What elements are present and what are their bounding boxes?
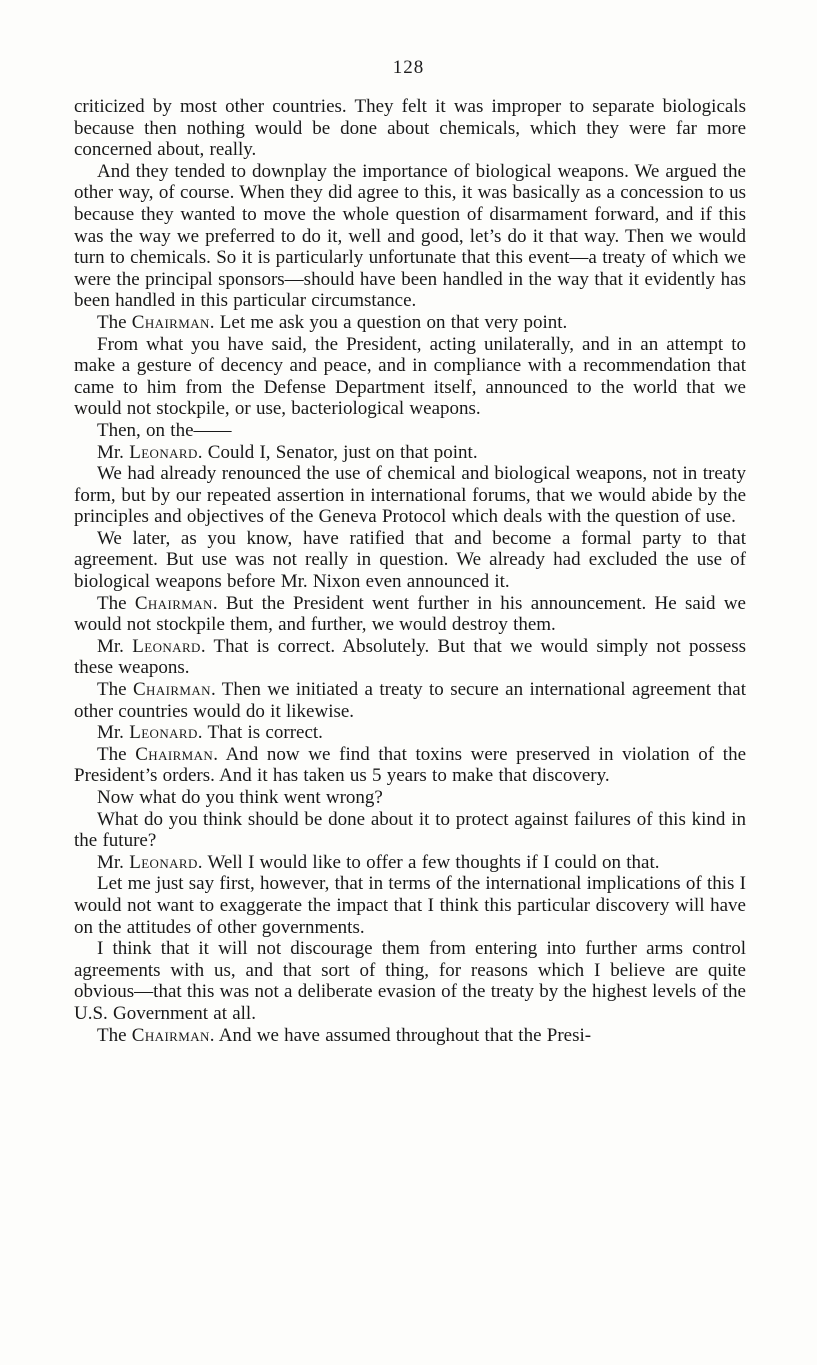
paragraph: The Chairman. Let me ask you a question on that very point. <box>97 311 568 333</box>
speaker-name: Chairman <box>134 592 213 614</box>
speaker-name: Leonard <box>129 722 198 744</box>
speaker-name: Chairman <box>132 679 211 701</box>
paragraph: What do you think should be done about it to protect against failures of this kind in the future? <box>74 808 746 852</box>
speaker-name: Chairman <box>131 1024 210 1046</box>
page-number: 128 <box>392 57 425 78</box>
paragraph: Mr. Leonard. Well I would like to offer a few thoughts if I could on that. <box>97 851 660 873</box>
paragraph: Mr. Leonard. That is correct. <box>97 722 323 744</box>
paragraph: The Chairman. But the President went further in his announcement. He said we would not stockpile them, and further, we would destroy them. <box>74 592 746 636</box>
paragraph: Let me just say first, however, that in terms of the international implications of this I would not want to exaggerate the impact that I think this particular discovery will have on the attitudes of other governments. <box>74 873 746 938</box>
paragraph: I think that it will not discourage them from entering into further arms control agreements with us, and that sort of thing, for reasons which I believe are quite obvious—that this was not a deliberate evasion of the treaty by the highest levels of the U.S. Government at all. <box>74 938 746 1024</box>
paragraph: criticized by most other countries. They felt it was improper to separate biologicals because then nothing would be done about chemicals, which they were far more concerned about, really. <box>74 96 746 161</box>
paragraph: Then, on the—— <box>97 419 232 441</box>
paragraph: We had already renounced the use of chemical and biological weapons, not in treaty form, but by our repeated assertion in international forums, that we would abide by the principles and objectives of the Geneva Protocol which deals with the question of use. <box>74 463 746 528</box>
speaker-name: Leonard <box>132 635 201 657</box>
speaker-name: Chairman <box>131 311 210 333</box>
paragraph: And they tended to downplay the importance of biological weapons. We argued the other way, of course. When they did agree to this, it was basically as a concession to us because they wanted to move the whole question of disarmament forward, and if this was the way we preferred to do it, well and good, let’s do it that way. Then we would turn to chemicals. So it is particularly unfortunate that this event—a treaty of which we were the principal sponsors—should have been handled in the way that it evidently has been handled in this particular circumstance. <box>74 160 746 312</box>
paragraph: The Chairman. And now we find that toxins were preserved in violation of the President’s orders. And it has taken us 5 years to make that discovery. <box>74 743 747 787</box>
paragraph: Mr. Leonard. Could I, Senator, just on that point. <box>97 441 478 463</box>
paragraph: The Chairman. And we have assumed throughout that the Presi- <box>97 1024 592 1046</box>
paragraph: Now what do you think went wrong? <box>97 787 383 808</box>
paragraph: We later, as you know, have ratified that and become a formal party to that agreement. But use was not really in question. We already had excluded the use of biological weapons before Mr. Nixon even announced it. <box>74 527 746 593</box>
page-text <box>74 96 746 1046</box>
speaker-name: Leonard <box>129 851 198 873</box>
paragraph: The Chairman. Then we initiated a treaty to secure an international agreement that other countries would do it likewise. <box>74 679 746 722</box>
paragraph: From what you have said, the President, acting unilaterally, and in an attempt to make a gesture of decency and peace, and in compliance with a recommendation that came to him from the Defense Department itself, announced to the world that we would not stockpile, or use, bacteriological weapons. <box>74 333 746 420</box>
paragraph: Mr. Leonard. That is correct. Absolutely. But that we would simply not possess these weapons. <box>74 635 746 679</box>
speaker-name: Chairman <box>135 743 214 765</box>
speaker-name: Leonard <box>129 441 198 463</box>
